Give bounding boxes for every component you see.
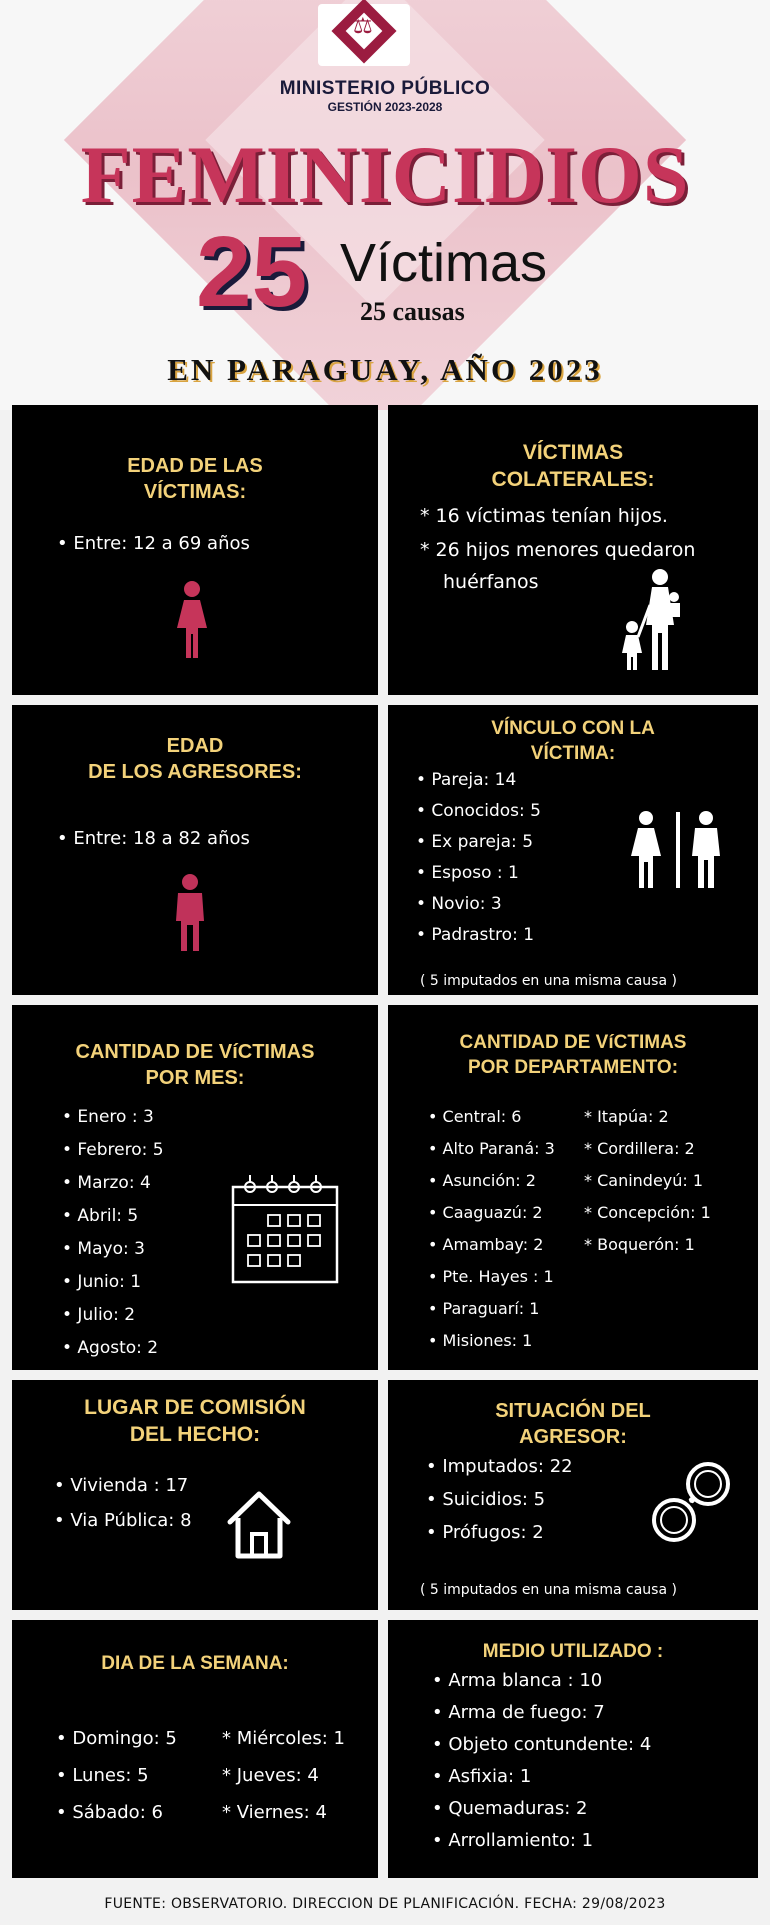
title-line: POR MES: [145,1067,245,1089]
vinculo-item: • Padrastro: 1 [416,925,535,945]
medio-item: • Asfixia: 1 [432,1766,532,1787]
title-line: DEL HECHO: [129,1423,261,1447]
title-line: AGRESOR: [519,1426,627,1448]
panel-title [12,1394,378,1449]
panel-title [388,717,758,766]
vinculo-item: • Ex pareja: 5 [416,832,534,852]
month-item: • Febrero: 5 [62,1140,164,1160]
situacion-note: ( 5 imputados en una misma causa ) [420,1582,677,1598]
panel-por-departamento [388,1005,758,1370]
month-item: • Julio: 2 [62,1305,136,1325]
footer-source: FUENTE: OBSERVATORIO. DIRECCION DE PLANIFICACIÓN. FECHA: 29/08/2023 [0,1883,770,1925]
colaterales-line: * 16 víctimas tenían hijos. [420,505,668,527]
vinculo-note: ( 5 imputados en una misma causa ) [420,973,677,989]
department-item: • Amambay: 2 [428,1235,544,1254]
day-item: • Sábado: 6 [56,1802,163,1823]
situacion-item: • Imputados: 22 [426,1456,573,1477]
department-item: • Misiones: 1 [428,1331,533,1350]
title-line: VÍNCULO CON LA [491,718,655,739]
panel-por-mes [12,1005,378,1370]
ministerio-logo [318,4,410,66]
scales-icon: ⚖ [353,14,373,39]
causas-label: 25 causas [360,297,465,326]
colaterales-line: huérfanos [443,571,539,593]
department-item: * Cordillera: 2 [584,1139,695,1158]
department-item: * Concepción: 1 [584,1203,711,1222]
panel-dia [12,1620,378,1878]
panel-title: DIA DE LA SEMANA: [101,1653,289,1674]
ministerio-name: MINISTERIO PÚBLICO [279,78,491,99]
handcuffs-icon [646,1458,738,1548]
lugar-item: • Vivienda : 17 [54,1475,189,1496]
panel-medio [388,1620,758,1878]
department-item: • Paraguarí: 1 [428,1299,540,1318]
department-item: • Pte. Hayes : 1 [428,1267,554,1286]
month-item: • Abril: 5 [62,1206,139,1226]
title-line: LUGAR DE COMISIÓN [84,1396,306,1419]
panel-title [388,1031,758,1080]
title-line: POR DEPARTAMENTO: [467,1056,679,1078]
vinculo-item: • Novio: 3 [416,894,502,914]
day-item: * Viernes: 4 [222,1802,327,1823]
title-line: SITUACIÓN DEL [495,1400,651,1422]
title-line: COLATERALES: [491,468,655,492]
panel-title [388,1398,758,1450]
victims-label: Víctimas [340,233,548,293]
panel-colaterales [388,405,758,695]
family-icon [610,565,690,675]
title-line: CANTIDAD DE VíCTIMAS [459,1032,687,1053]
title-line: DE LOS AGRESORES: [88,761,302,783]
medio-item: • Arma blanca : 10 [432,1670,603,1691]
department-item: • Asunción: 2 [428,1171,536,1190]
title-line: EDAD DE LAS [127,455,263,477]
panel-title [12,1039,378,1091]
header [0,0,770,410]
department-item: • Alto Paraná: 3 [428,1139,555,1158]
day-item: * Miércoles: 1 [222,1728,345,1749]
woman-figure-icon [172,580,212,660]
panel-edad-agresores [12,705,378,995]
title-line: VÍCTIMAS: [143,481,247,503]
department-item: • Central: 6 [428,1107,522,1126]
house-icon [224,1488,294,1560]
day-item: • Lunes: 5 [56,1765,149,1786]
panel-title [12,733,378,785]
age-range: • Entre: 18 a 82 años [57,828,250,849]
department-item: * Itapúa: 2 [584,1107,669,1126]
victims-count: 25 [196,216,308,328]
page-title: FEMINICIDIOS [80,129,690,220]
department-item: * Canindeyú: 1 [584,1171,704,1190]
medio-item: • Objeto contundente: 4 [432,1734,652,1755]
panel-lugar [12,1380,378,1610]
month-item: • Junio: 1 [62,1272,142,1292]
title-line: VÍCTIMA: [530,742,616,764]
month-item: • Marzo: 4 [62,1173,151,1193]
medio-item: • Quemaduras: 2 [432,1798,588,1819]
title-line: VÍCTIMAS [522,441,624,464]
age-range: • Entre: 12 a 69 años [57,533,250,554]
title-line: CANTIDAD DE VíCTIMAS [75,1041,315,1063]
panel-edad-victimas [12,405,378,695]
vinculo-item: • Pareja: 14 [416,770,517,790]
title-line: EDAD [166,735,224,757]
man-figure-icon [172,873,208,953]
situacion-item: • Prófugos: 2 [426,1522,544,1543]
month-item: • Enero : 3 [62,1107,154,1127]
vinculo-item: • Conocidos: 5 [416,801,541,821]
medio-item: • Arrollamiento: 1 [432,1830,594,1851]
country-year: EN PARAGUAY, AÑO 2023 [167,352,603,387]
department-item: • Caaguazú: 2 [428,1203,543,1222]
panel-situacion [388,1380,758,1610]
colaterales-line: * 26 hijos menores quedaron [420,539,696,561]
vinculo-item: • Esposo : 1 [416,863,519,883]
gestion-label: GESTIÓN 2023-2028 [327,100,443,114]
month-item: • Mayo: 3 [62,1239,145,1259]
panel-title: MEDIO UTILIZADO : [482,1641,664,1662]
situacion-item: • Suicidios: 5 [426,1489,546,1510]
department-item: * Boquerón: 1 [584,1235,695,1254]
month-item: • Agosto: 2 [62,1338,159,1358]
calendar-icon [230,1173,340,1285]
panel-title [388,439,758,494]
lugar-item: • Via Pública: 8 [54,1510,192,1531]
panel-vinculo [388,705,758,995]
panel-title [12,453,378,505]
restroom-icon [628,810,728,890]
medio-item: • Arma de fuego: 7 [432,1702,605,1723]
day-item: • Domingo: 5 [56,1728,177,1749]
day-item: * Jueves: 4 [222,1765,319,1786]
